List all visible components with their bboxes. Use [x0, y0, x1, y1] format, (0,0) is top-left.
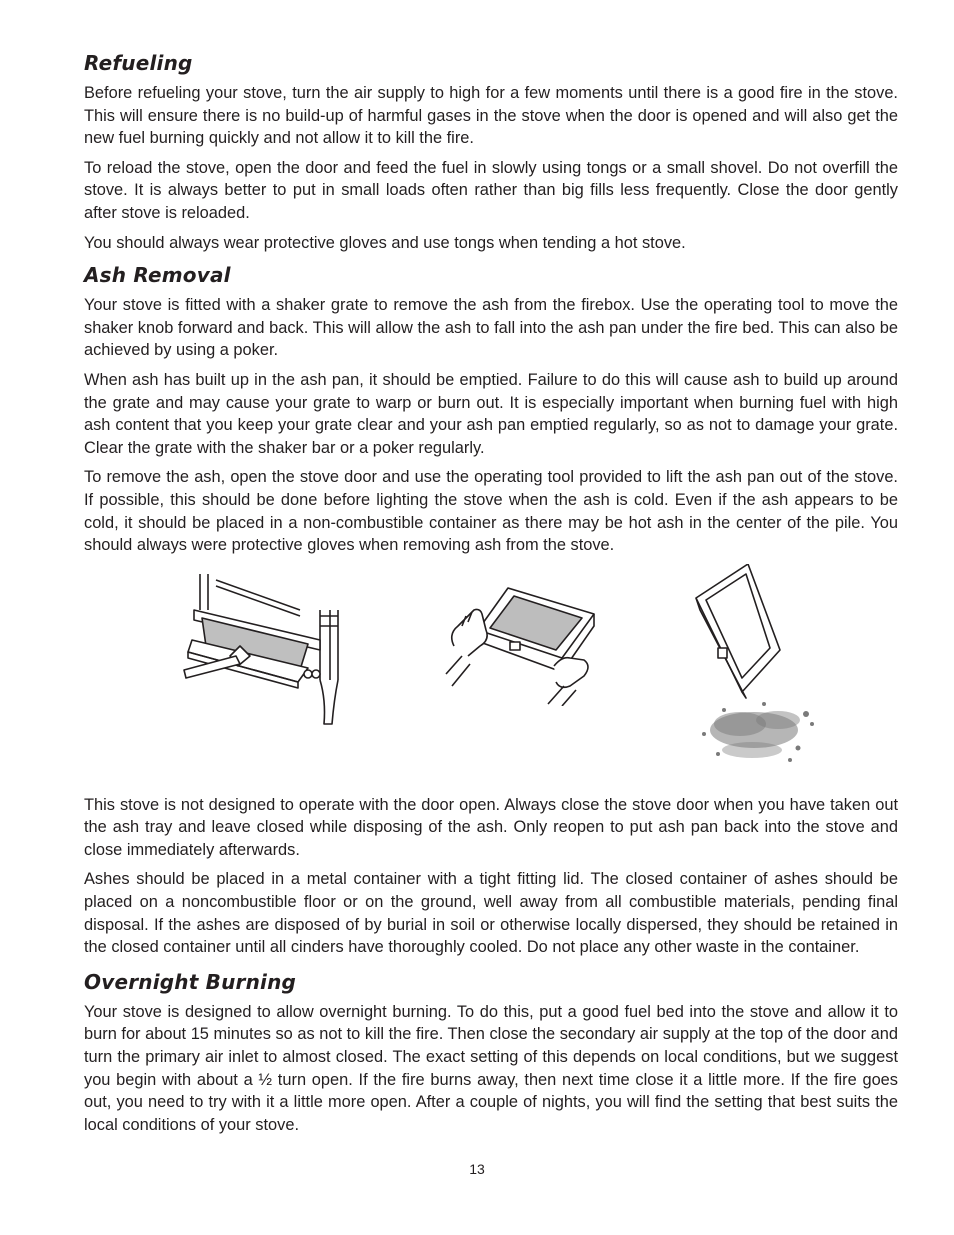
paragraph: Your stove is designed to allow overnight burning. To do this, put a good fuel bed into the stove and allow it to burn for about 15 minutes so as not to kill the fire. Then close the secondary air supply at the top of the door and turn the primary air inlet to almost closed. The exact setting of this depends on local conditions, but we suggest you begin with about a ½ turn open. If the fire burns away, then next time close it a little more. If the fire goes out, you need to try with it a little more open. After a couple of nights, you will find the setting that best suits the local conditions of your stove.: [84, 1002, 898, 1134]
ash-pan-emptying-icon: [694, 564, 834, 770]
heading-refueling: Refueling: [84, 51, 193, 75]
heading-ash-removal: Ash Removal: [84, 263, 231, 288]
paragraph: When ash has built up in the ash pan, it should be emptied. Failure to do this will cause ash to build up around the grate and may cause your grate to warp or burn out. It is especially important when burning fuel with high ash content that you keep your grate clear and your ash pan emptied regularly, so as not to damage your grate. Clear the grate with the shaker bar or a poker regularly.: [84, 370, 898, 457]
gloved-hands-holding-ash-pan-icon: [444, 586, 604, 706]
paragraph: Before refueling your stove, turn the air supply to high for a few moments until there is a good fire in the stove. This will ensure there is no build-up of harmful gases in the stove when the door is opened and will also get the new fuel burning quickly and not allow it to kill the fire.: [84, 84, 898, 148]
heading-overnight-burning: Overnight Burning: [84, 969, 297, 994]
page-number: 13: [469, 1161, 485, 1177]
paragraph: You should always wear protective gloves and use tongs when tending a hot stove.: [84, 233, 686, 252]
paragraph: Ashes should be placed in a metal container with a tight fitting lid. The closed container of ashes should be placed on a noncombustible floor or on the ground, well away from all combustible materials, pending final disposal. If the ashes are disposed of by burial in soil or otherwise locally dispersed, they should be retained in the closed container until all cinders have thoroughly cooled. Do not place any other waste in the container.: [84, 870, 898, 957]
manual-page: [84, 50, 898, 1143]
ash-removal-illustrations: [84, 564, 898, 786]
paragraph: This stove is not designed to operate with the door open. Always close the stove door when you have taken out the ash tray and leave closed while disposing of the ash. Only reopen to put ash pan back into the stove and close immediately afterwards.: [84, 795, 898, 859]
paragraph: To remove the ash, open the stove door and use the operating tool provided to lift the ash pan out of the stove. If possible, this should be done before lighting the stove when the ash is cold. Even if the ash appears to be cold, it should be placed in a non-combustible container as there may be hot ash in the center of the pile. You should always were protective gloves when removing ash from the stove.: [84, 468, 898, 555]
stove-with-operating-tool-icon: [180, 570, 360, 732]
paragraph: Your stove is fitted with a shaker grate to remove the ash from the firebox. Use the operating tool to move the shaker knob forward and back. This will allow the ash to fall into the ash pan under the fire bed. This can also be achieved by using a poker.: [84, 296, 898, 360]
paragraph: To reload the stove, open the door and feed the fuel in slowly using tongs or a small shovel. Do not overfill the stove. It is always better to put in small loads often rather than big fills less frequently. Close the door gently after stove is reloaded.: [84, 158, 898, 222]
